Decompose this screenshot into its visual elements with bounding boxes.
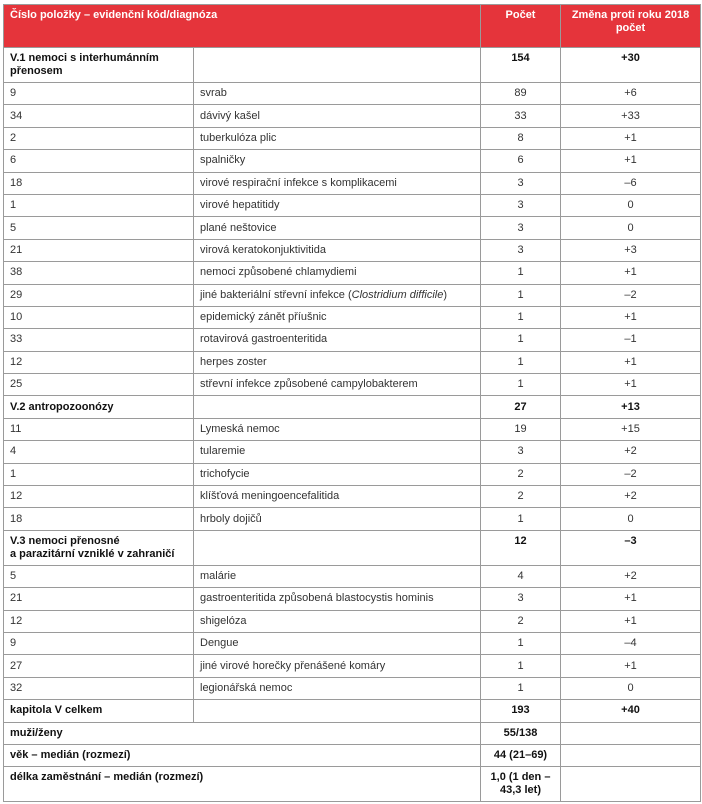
table-row xyxy=(4,463,701,485)
section-empty-cell xyxy=(194,396,481,418)
header-change xyxy=(561,5,701,48)
table-row xyxy=(4,486,701,508)
diagnosis-name: klíšťová meningoencefalitida xyxy=(200,490,340,503)
diagnosis-cell xyxy=(194,632,481,654)
diagnosis-name: plané neštovice xyxy=(200,221,277,234)
age-empty-cell xyxy=(561,744,701,766)
case-count: 3 xyxy=(481,217,561,239)
table-row xyxy=(4,83,701,105)
item-code: 12 xyxy=(4,610,194,632)
change-value: –4 xyxy=(561,632,701,654)
change-value: –2 xyxy=(561,463,701,485)
section-change: –3 xyxy=(561,530,701,565)
section-title-line2: přenosem xyxy=(10,65,63,77)
table-header xyxy=(4,5,701,48)
total-count: 193 xyxy=(481,700,561,722)
case-count: 2 xyxy=(481,610,561,632)
change-value: 0 xyxy=(561,194,701,216)
change-value: +33 xyxy=(561,105,701,127)
diagnosis-name: shigelóza xyxy=(200,614,247,627)
case-count: 1 xyxy=(481,306,561,328)
section-change: +30 xyxy=(561,48,701,83)
item-code: 12 xyxy=(4,351,194,373)
case-count: 1 xyxy=(481,508,561,530)
diagnosis-name: legionářská nemoc xyxy=(200,681,293,694)
section-title-line2: a parazitární vzniklé v zahraničí xyxy=(10,547,175,560)
diagnosis-name: svrab xyxy=(200,87,227,100)
header-change-line1: Změna proti roku 2018 xyxy=(571,9,690,21)
item-code: 4 xyxy=(4,441,194,463)
sex-ratio-row xyxy=(4,722,701,744)
case-count: 3 xyxy=(481,172,561,194)
case-count: 3 xyxy=(481,239,561,261)
case-count: 6 xyxy=(481,150,561,172)
diagnosis-cell xyxy=(194,463,481,485)
diagnosis-name: virové hepatitidy xyxy=(200,199,280,212)
diagnosis-name: herpes zoster xyxy=(200,355,267,368)
case-count: 1 xyxy=(481,632,561,654)
change-value: +1 xyxy=(561,262,701,284)
item-code: 2 xyxy=(4,127,194,149)
case-count: 2 xyxy=(481,463,561,485)
case-count: 1 xyxy=(481,351,561,373)
total-change: +40 xyxy=(561,700,701,722)
item-code: 27 xyxy=(4,655,194,677)
item-code: 5 xyxy=(4,565,194,587)
section-title-line1: V.3 nemoci přenosné xyxy=(10,534,120,547)
section-count: 27 xyxy=(481,396,561,418)
diagnosis-name: tuberkulóza plic xyxy=(200,131,277,144)
change-value: +1 xyxy=(561,306,701,328)
diagnosis-cell xyxy=(194,508,481,530)
table-row xyxy=(4,284,701,306)
change-value: +15 xyxy=(561,418,701,440)
diagnosis-name: jiné virové horečky přenášené komáry xyxy=(200,659,386,672)
table-row xyxy=(4,306,701,328)
item-code: 12 xyxy=(4,486,194,508)
table-row xyxy=(4,262,701,284)
change-value: +1 xyxy=(561,610,701,632)
table-row xyxy=(4,239,701,261)
diagnosis-cell xyxy=(194,588,481,610)
employment-value xyxy=(481,767,561,802)
table-row xyxy=(4,351,701,373)
diagnosis-cell xyxy=(194,172,481,194)
diagnosis-name: malárie xyxy=(200,570,237,582)
employment-row xyxy=(4,767,701,802)
table-row xyxy=(4,172,701,194)
change-value: +2 xyxy=(561,486,701,508)
section-header-row xyxy=(4,530,701,565)
change-value: +3 xyxy=(561,239,701,261)
diagnosis-name: hrboly dojičů xyxy=(200,512,262,525)
diagnosis-cell xyxy=(194,610,481,632)
diagnosis-name: jiné bakteriální střevní infekce xyxy=(200,288,348,301)
header-code-diagnosis: Číslo položky – evidenční kód/diagnóza xyxy=(4,5,481,48)
change-value: –6 xyxy=(561,172,701,194)
total-row xyxy=(4,700,701,722)
change-value: +6 xyxy=(561,83,701,105)
diagnosis-cell xyxy=(194,351,481,373)
diagnosis-italic: Clostridium difficile xyxy=(351,288,444,301)
table-row xyxy=(4,677,701,699)
item-code: 11 xyxy=(4,418,194,440)
diagnosis-cell xyxy=(194,262,481,284)
table-row xyxy=(4,508,701,530)
case-count: 3 xyxy=(481,441,561,463)
item-code: 21 xyxy=(4,588,194,610)
diagnosis-cell xyxy=(194,677,481,699)
change-value: –2 xyxy=(561,284,701,306)
diagnosis-cell xyxy=(194,441,481,463)
change-value: –1 xyxy=(561,329,701,351)
age-label: věk – medián (rozmezí) xyxy=(4,744,481,766)
case-count: 1 xyxy=(481,655,561,677)
table-row xyxy=(4,127,701,149)
diagnosis-cell xyxy=(194,374,481,396)
table-row xyxy=(4,194,701,216)
table-row xyxy=(4,565,701,587)
total-empty-cell xyxy=(194,700,481,722)
case-count: 4 xyxy=(481,565,561,587)
diagnosis-name: epidemický zánět příušnic xyxy=(200,311,327,324)
diagnosis-name: virová keratokonjuktivitida xyxy=(200,243,326,256)
diagnosis-cell xyxy=(194,150,481,172)
section-empty-cell xyxy=(194,48,481,83)
item-code: 9 xyxy=(4,632,194,654)
section-title xyxy=(4,530,194,565)
item-code: 1 xyxy=(4,194,194,216)
case-count: 33 xyxy=(481,105,561,127)
sex-ratio-value: 55/138 xyxy=(481,722,561,744)
diagnosis-name: dávivý kašel xyxy=(200,109,260,122)
case-count: 89 xyxy=(481,83,561,105)
case-count: 1 xyxy=(481,329,561,351)
sex-ratio-label: muži/ženy xyxy=(4,722,481,744)
table-row xyxy=(4,632,701,654)
table-body xyxy=(4,48,701,802)
diagnosis-name: spalničky xyxy=(200,154,246,167)
item-code: 9 xyxy=(4,83,194,105)
change-value: 0 xyxy=(561,677,701,699)
diagnosis-name: Dengue xyxy=(200,637,239,650)
diagnosis-cell xyxy=(194,194,481,216)
diagnosis-cell xyxy=(194,655,481,677)
change-value: +1 xyxy=(561,588,701,610)
diagnosis-cell xyxy=(194,239,481,261)
table-row xyxy=(4,329,701,351)
item-code: 18 xyxy=(4,172,194,194)
employment-empty-cell xyxy=(561,767,701,802)
case-count: 1 xyxy=(481,284,561,306)
change-value: 0 xyxy=(561,508,701,530)
item-code: 1 xyxy=(4,463,194,485)
item-code: 18 xyxy=(4,508,194,530)
section-title xyxy=(4,48,194,83)
section-title-line1: V.1 nemoci s interhumánním xyxy=(10,52,159,64)
diagnosis-cell xyxy=(194,127,481,149)
table-row xyxy=(4,588,701,610)
diagnosis-name: Lymeská nemoc xyxy=(200,423,280,436)
change-value: +1 xyxy=(561,374,701,396)
case-count: 1 xyxy=(481,374,561,396)
change-value: +2 xyxy=(561,565,701,587)
change-value: +2 xyxy=(561,441,701,463)
change-value: 0 xyxy=(561,217,701,239)
section-header-row xyxy=(4,48,701,83)
employment-value-line1: 1,0 (1 den – xyxy=(490,771,551,784)
change-value: +1 xyxy=(561,127,701,149)
diagnosis-name: gastroenteritida způsobená blastocystis hominis xyxy=(200,592,434,605)
case-count: 8 xyxy=(481,127,561,149)
item-code: 25 xyxy=(4,374,194,396)
diagnosis-name: tularemie xyxy=(200,445,246,458)
item-code: 38 xyxy=(4,262,194,284)
diagnosis-name: virové respirační infekce s komplikacemi xyxy=(200,176,397,189)
table-row xyxy=(4,374,701,396)
age-row xyxy=(4,744,701,766)
item-code: 29 xyxy=(4,284,194,306)
diagnosis-name: trichofycie xyxy=(200,467,250,480)
item-code: 5 xyxy=(4,217,194,239)
header-count: Počet xyxy=(481,5,561,48)
case-count: 1 xyxy=(481,677,561,699)
item-code: 6 xyxy=(4,150,194,172)
table-row xyxy=(4,150,701,172)
diagnosis-cell xyxy=(194,105,481,127)
case-count: 1 xyxy=(481,262,561,284)
diagnosis-cell xyxy=(194,217,481,239)
diagnosis-cell xyxy=(194,418,481,440)
section-empty-cell xyxy=(194,530,481,565)
diagnosis-cell xyxy=(194,83,481,105)
total-label: kapitola V celkem xyxy=(4,700,194,722)
item-code: 10 xyxy=(4,306,194,328)
case-count: 2 xyxy=(481,486,561,508)
employment-label: délka zaměstnání – medián (rozmezí) xyxy=(4,767,481,802)
table-row xyxy=(4,441,701,463)
change-value: +1 xyxy=(561,150,701,172)
diagnosis-name: nemoci způsobené chlamydiemi xyxy=(200,266,357,279)
age-value: 44 (21–69) xyxy=(481,744,561,766)
diagnosis-cell: jiné bakteriální střevní infekce (Clostridium difficile) xyxy=(194,284,481,306)
table-row xyxy=(4,105,701,127)
sex-ratio-empty-cell xyxy=(561,722,701,744)
change-value: +1 xyxy=(561,655,701,677)
section-change: +13 xyxy=(561,396,701,418)
header-change-line2: počet xyxy=(615,22,646,34)
table-row xyxy=(4,418,701,440)
case-count: 3 xyxy=(481,194,561,216)
table-row xyxy=(4,217,701,239)
item-code: 34 xyxy=(4,105,194,127)
section-count: 12 xyxy=(481,530,561,565)
case-count: 19 xyxy=(481,418,561,440)
table-row xyxy=(4,610,701,632)
section-title xyxy=(4,396,194,418)
diagnosis-cell xyxy=(194,565,481,587)
item-code: 32 xyxy=(4,677,194,699)
diagnosis-cell xyxy=(194,329,481,351)
section-header-row xyxy=(4,396,701,418)
disease-statistics-table xyxy=(3,4,701,802)
item-code: 21 xyxy=(4,239,194,261)
section-title-line1: V.2 antropozoonózy xyxy=(10,400,114,413)
item-code: 33 xyxy=(4,329,194,351)
change-value: +1 xyxy=(561,351,701,373)
diagnosis-name: rotavirová gastroenteritida xyxy=(200,333,328,346)
diagnosis-cell xyxy=(194,306,481,328)
diagnosis-name: střevní infekce způsobené campylobakterem xyxy=(200,378,418,391)
section-count: 154 xyxy=(481,48,561,83)
employment-value-line2: 43,3 let) xyxy=(500,784,541,797)
case-count: 3 xyxy=(481,588,561,610)
table-row xyxy=(4,655,701,677)
diagnosis-cell xyxy=(194,486,481,508)
